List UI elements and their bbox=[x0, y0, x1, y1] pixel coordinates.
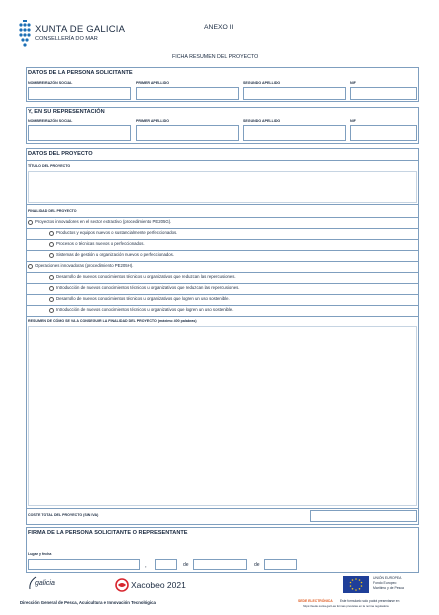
department-name: Dirección General de Pesca, Acuicultura e Innovación Tecnológica bbox=[20, 600, 156, 605]
galicia-logo-text: galicia bbox=[35, 580, 55, 587]
de-label: de bbox=[254, 562, 260, 568]
option-radio[interactable] bbox=[49, 286, 54, 291]
divider bbox=[26, 250, 419, 251]
project-title-field[interactable] bbox=[28, 171, 417, 203]
eu-flag-icon bbox=[343, 576, 369, 593]
option-radio[interactable] bbox=[49, 242, 54, 247]
divider bbox=[26, 305, 419, 306]
representative-title: Y, EN SU REPRESENTACIÓN bbox=[28, 109, 105, 115]
divider bbox=[26, 316, 419, 317]
applicant-nif-field[interactable] bbox=[350, 87, 417, 100]
divider bbox=[26, 261, 419, 262]
option-label: Sistemas de gestión u organización nuevos o perfeccionados. bbox=[56, 252, 174, 257]
option-radio[interactable] bbox=[49, 231, 54, 236]
xunta-shield-icon bbox=[18, 20, 32, 48]
option-radio[interactable] bbox=[49, 253, 54, 258]
place-field[interactable] bbox=[28, 559, 140, 570]
option-label: Desarrollo de nuevos conocimientos técnicos u organizativos que logren un uso sostenible. bbox=[56, 296, 230, 301]
representative-name-field[interactable] bbox=[28, 125, 131, 141]
signature-title: FIRMA DE LA PERSONA SOLICITANTE O REPRESENTANTE bbox=[28, 530, 188, 536]
divider bbox=[26, 160, 419, 161]
org-subtitle: CONSELLERÍA DO MAR bbox=[35, 36, 98, 42]
applicant-surname2-label: SEGUNDO APELLIDO bbox=[243, 81, 281, 85]
option-label: Desarrollo de nuevos conocimientos técnicos u organizativos que reduzcan las repercusiones. bbox=[56, 274, 236, 279]
xacobeo-logo-text: Xacobeo 2021 bbox=[131, 580, 186, 590]
total-cost-label: COSTE TOTAL DEL PROYECTO (SIN IVA) bbox=[28, 513, 99, 517]
project-title-label: TÍTULO DEL PROYECTO bbox=[28, 164, 71, 168]
place-date-label: Lugar y fecha bbox=[28, 552, 52, 556]
representative-surname1-field[interactable] bbox=[136, 125, 239, 141]
representative-nif-field[interactable] bbox=[350, 125, 417, 141]
xacobeo-logo-icon bbox=[115, 578, 129, 592]
annex-label: ANEXO II bbox=[204, 24, 234, 31]
summary-label: RESUMEN DE CÓMO SE VA A CONSEGUIR LA FINALIDAD DEL PROYECTO (máximo 400 palabras) bbox=[28, 319, 197, 323]
sede-electronica-label: SEDE ELECTRÓNICA bbox=[298, 599, 333, 603]
eu-line1: UNIÓN EUROPEA bbox=[373, 576, 402, 580]
purpose-label: FINALIDAD DEL PROYECTO bbox=[28, 209, 77, 213]
applicant-surname2-field[interactable] bbox=[243, 87, 346, 100]
project-title-heading: DATOS DEL PROYECTO bbox=[28, 151, 93, 157]
representative-surname2-field[interactable] bbox=[243, 125, 346, 141]
option-label: Proyectos innovadores en el sector extractivo (procedimiento PE205G). bbox=[35, 219, 172, 224]
divider bbox=[26, 228, 419, 229]
option-radio[interactable] bbox=[28, 264, 33, 269]
divider bbox=[26, 239, 419, 240]
applicant-title: DATOS DE LA PERSONA SOLICITANTE bbox=[28, 70, 133, 76]
applicant-name-field[interactable] bbox=[28, 87, 131, 100]
divider bbox=[26, 294, 419, 295]
option-radio[interactable] bbox=[49, 297, 54, 302]
summary-field[interactable] bbox=[28, 326, 417, 506]
sede-electronica-note: Este formulario solo podrá presentarse en bbox=[340, 599, 400, 603]
divider bbox=[26, 217, 419, 218]
divider bbox=[26, 272, 419, 273]
applicant-nif-label: NIF bbox=[350, 81, 356, 85]
option-label: Operaciones innovadoras (procedimiento PE205H). bbox=[35, 263, 134, 268]
divider bbox=[26, 204, 419, 205]
applicant-surname1-field[interactable] bbox=[136, 87, 239, 100]
applicant-name-label: NOMBRE/RAZÓN SOCIAL bbox=[28, 81, 73, 85]
de-label: de bbox=[183, 562, 189, 568]
comma-separator: , bbox=[145, 563, 147, 569]
option-label: Procesos o técnicas nuevos o perfeccionados. bbox=[56, 241, 145, 246]
divider bbox=[26, 283, 419, 284]
month-field[interactable] bbox=[193, 559, 247, 570]
option-radio[interactable] bbox=[49, 308, 54, 313]
option-label: Introducción de nuevos conocimientos técnicos u organizativos que logren un uso sostenible. bbox=[56, 307, 234, 312]
eu-line3: Marítimo y de Pesca bbox=[373, 586, 404, 590]
document-title: FICHA RESUMEN DEL PROYECTO bbox=[172, 54, 259, 60]
applicant-surname1-label: PRIMER APELLIDO bbox=[136, 81, 170, 85]
year-field[interactable] bbox=[264, 559, 297, 570]
divider bbox=[26, 508, 419, 509]
total-cost-field[interactable] bbox=[310, 510, 417, 522]
option-radio[interactable] bbox=[49, 275, 54, 280]
sede-electronica-note-2: https://sede.xunta.gal Las formas previstas en la norma reguladora bbox=[303, 604, 389, 608]
org-name: XUNTA DE GALICIA bbox=[35, 24, 126, 35]
representative-surname2-label: SEGUNDO APELLIDO bbox=[243, 119, 281, 123]
eu-line2: Fondo Europeo bbox=[373, 581, 397, 585]
option-radio[interactable] bbox=[28, 220, 33, 225]
day-field[interactable] bbox=[155, 559, 177, 570]
option-label: Productos y equipos nuevos o sustancialmente perfeccionados. bbox=[56, 230, 178, 235]
representative-surname1-label: PRIMER APELLIDO bbox=[136, 119, 170, 123]
representative-nif-label: NIF bbox=[350, 119, 356, 123]
representative-name-label: NOMBRE/RAZÓN SOCIAL bbox=[28, 119, 73, 123]
option-label: Introducción de nuevos conocimientos técnicos u organizativos que reduzcan las repercusiones. bbox=[56, 285, 240, 290]
